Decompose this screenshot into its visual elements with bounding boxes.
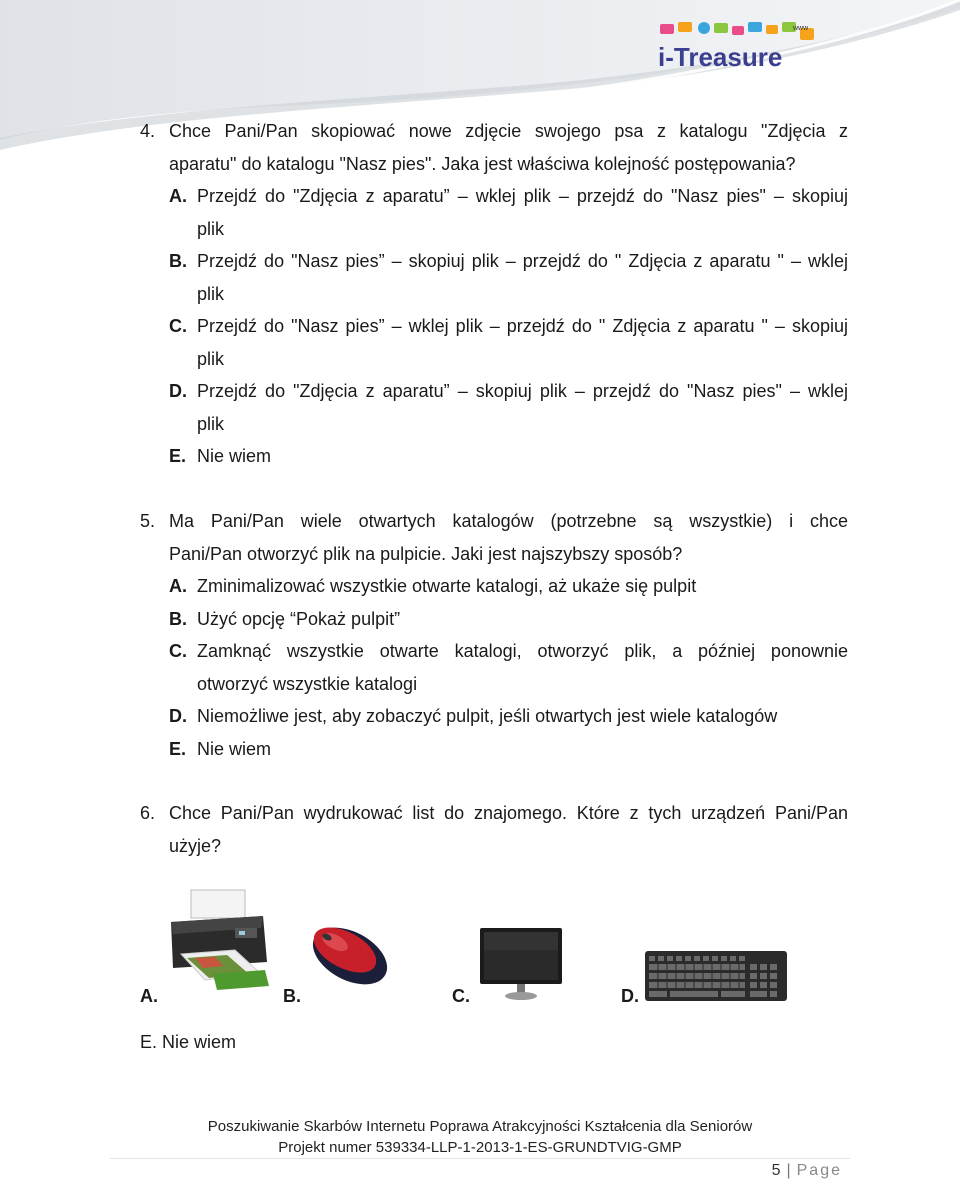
keyboard-image[interactable]	[644, 950, 788, 1002]
option-a[interactable]: A. Przejdź do "Zdjęcia z aparatu” – wklej plik – przejdź do "Nasz pies" – skopiuj plik	[169, 186, 848, 239]
device-label-c[interactable]: C.	[452, 986, 470, 1006]
question-4	[140, 115, 848, 473]
question-5	[140, 505, 848, 765]
printer-image[interactable]	[165, 888, 273, 996]
option-b[interactable]: B. Użyć opcję “Pokaż pulpit”	[169, 608, 401, 629]
svg-text:www: www	[793, 25, 809, 32]
option-d[interactable]: D. Przejdź do "Zdjęcia z aparatu” – skopiuj plik – przejdź do "Nasz pies" – wklej plik	[169, 381, 848, 434]
option-e[interactable]: E. Nie wiem	[169, 446, 272, 466]
page-number: 5 | Page	[771, 1162, 842, 1179]
option-e[interactable]: E. Nie wiem	[140, 1032, 237, 1052]
question-text: Chce Pani/Pan wydrukować list do znajomego. Które z tych urządzeń Pani/Pan użyje?	[169, 803, 848, 856]
device-label-d[interactable]: D.	[621, 986, 639, 1006]
i-treasure-logo	[652, 18, 827, 76]
question-number: 4.	[140, 121, 156, 141]
monitor-image[interactable]	[478, 926, 564, 1002]
footer-line-1: Poszukiwanie Skarbów Internetu Poprawa Atrakcyjności Kształcenia dla Seniorów	[207, 1118, 753, 1135]
logo-text: i-Treasure	[658, 42, 783, 72]
question-text: Ma Pani/Pan wiele otwartych katalogów (potrzebne są wszystkie) i chce Pani/Pan otworzyć plik na pulpicie. Jaki jest najszybszy sposób?	[169, 511, 848, 564]
option-a[interactable]: A. Zminimalizować wszystkie otwarte katalogi, aż ukaże się pulpit	[169, 576, 697, 596]
option-c[interactable]: C. Zamknąć wszystkie otwarte katalogi, otworzyć plik, a później ponownie otworzyć wszystkie katalogi	[169, 641, 848, 694]
footer-divider	[110, 1158, 850, 1159]
question-6	[140, 797, 848, 862]
mouse-image[interactable]	[305, 920, 395, 992]
option-e[interactable]: E. Nie wiem	[169, 738, 272, 759]
option-d[interactable]: D. Niemożliwe jest, aby zobaczyć pulpit, jeśli otwartych jest wiele katalogów	[169, 706, 778, 726]
question-number: 6.	[140, 803, 156, 823]
option-b[interactable]: B. Przejdź do "Nasz pies” – skopiuj plik – przejdź do " Zdjęcia z aparatu " – wklej plik	[169, 251, 848, 304]
question-text: Chce Pani/Pan skopiować nowe zdjęcie swojego psa z katalogu "Zdjęcia z aparatu" do katalogu "Nasz pies". Jaka jest właściwa kolejność postępowania?	[169, 121, 848, 174]
option-c[interactable]: C. Przejdź do "Nasz pies” – wklej plik – przejdź do " Zdjęcia z aparatu " – skopiuj plik	[169, 316, 848, 369]
device-label-b[interactable]: B.	[283, 986, 301, 1006]
question-number: 5.	[140, 511, 156, 531]
footer-line-2: Projekt numer 539334-LLP-1-2013-1-ES-GRUNDTVIG-GMP	[278, 1139, 682, 1156]
device-label-a[interactable]: A.	[140, 986, 158, 1006]
